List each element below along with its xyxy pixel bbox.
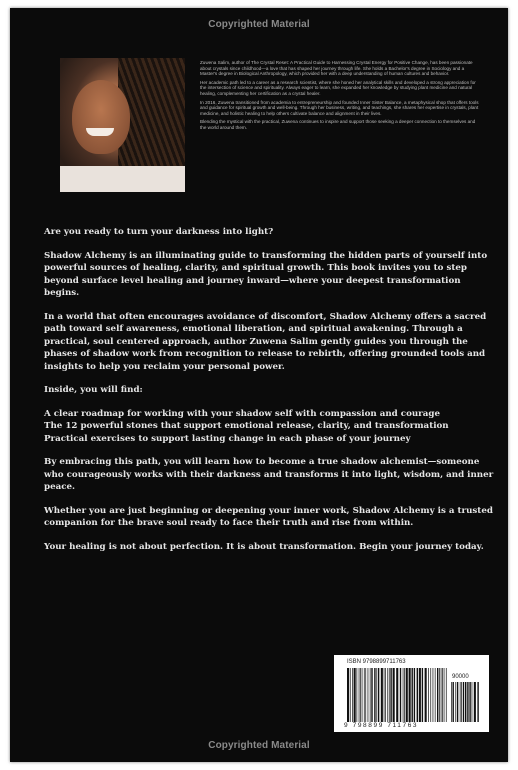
blurb-paragraph: Shadow Alchemy is an illuminating guide to transforming the hidden parts of yourself into powerful sources of healing, clarity, and spiritual growth. This book invites you to step beyond surface level healing and journey inward—where your deepest transformation begins. xyxy=(44,250,488,298)
back-cover xyxy=(10,8,508,762)
blurb-paragraph: In a world that often encourages avoidance of discomfort, Shadow Alchemy offers a sacred path toward self awareness, emotional liberation, and spiritual awakening. Through a practical, soul centered approach, author Zuwena Salim gently guides you through the phases of shadow work from recognition to release to rebirth, offering grounded tools and insights to help you reclaim your personal power. xyxy=(44,311,487,372)
blurb-hook: Are you ready to turn your darkness into light? xyxy=(44,227,274,237)
bio-paragraph: In 2016, Zuwena transitioned from academia to entrepreneurship and founded Inner Sister Balance, a metaphysical shop that offers tools and guidance for spiritual growth and well-being. Through her business, writing, and teachings, she shares her expertise in crystals, plant medicine, and holistic healing to help others cultivate balance and alignment in their lives. xyxy=(200,99,479,116)
blurb-paragraph: By embracing this path, you will learn how to become a true shadow alchemist—someone who courageously works with their darkness and transforms it into light, wisdom, and inner peace. xyxy=(44,457,494,492)
bio-paragraph: Blending the mystical with the practical, Zuwena continues to inspire and support those seeking a deeper connection to themselves and the world around them. xyxy=(200,119,476,130)
barcode-bars xyxy=(347,668,447,722)
blurb-paragraph: Inside, you will find: xyxy=(44,385,143,395)
blurb-closing: Your healing is not about perfection. It is about transformation. Begin your journey today. xyxy=(44,541,484,552)
isbn-digits: 9 798899 711763 xyxy=(344,722,419,729)
price-barcode-bars xyxy=(451,682,481,722)
list-item: Practical exercises to support lasting change in each phase of your journey xyxy=(44,433,411,444)
list-item: A clear roadmap for working with your shadow self with compassion and courage xyxy=(44,408,440,419)
book-blurb xyxy=(44,226,494,564)
bio-paragraph: Her academic path led to a career as a research scientist, where she honed her analytical skills and developed a strong appreciation for the intersection of science and spirituality. Always eager to learn, she expanded her knowledge by studying plant medicine and natural healing, complementing her certification as a crystal healer. xyxy=(200,79,476,96)
author-bio xyxy=(200,60,482,134)
price-code: 90000 xyxy=(452,674,469,680)
watermark-top: Copyrighted Material xyxy=(208,19,310,30)
isbn-barcode xyxy=(334,655,489,732)
list-item: The 12 powerful stones that support emotional release, clarity, and transformation xyxy=(44,421,449,431)
blurb-paragraph: Whether you are just beginning or deepening your inner work, Shadow Alchemy is a trusted companion for the brave soul ready to face their truth and rise from within. xyxy=(44,505,493,528)
features-list xyxy=(44,408,494,446)
bio-paragraph: Zuwena Salim, author of The Crystal Reset: A Practical Guide to Harnessing Crystal Energy for Positive Change, has been passionate about crystals since childhood—a love that has shaped her journey through life. She holds a Bachelor's degree in Sociology and a Master's degree in Biological Anthropology, which provided her with a deep understanding of human cultures and behavior. xyxy=(200,60,473,77)
isbn-label: ISBN 9798899711763 xyxy=(347,659,406,665)
watermark-bottom: Copyrighted Material xyxy=(208,740,310,751)
author-photo xyxy=(60,58,185,192)
